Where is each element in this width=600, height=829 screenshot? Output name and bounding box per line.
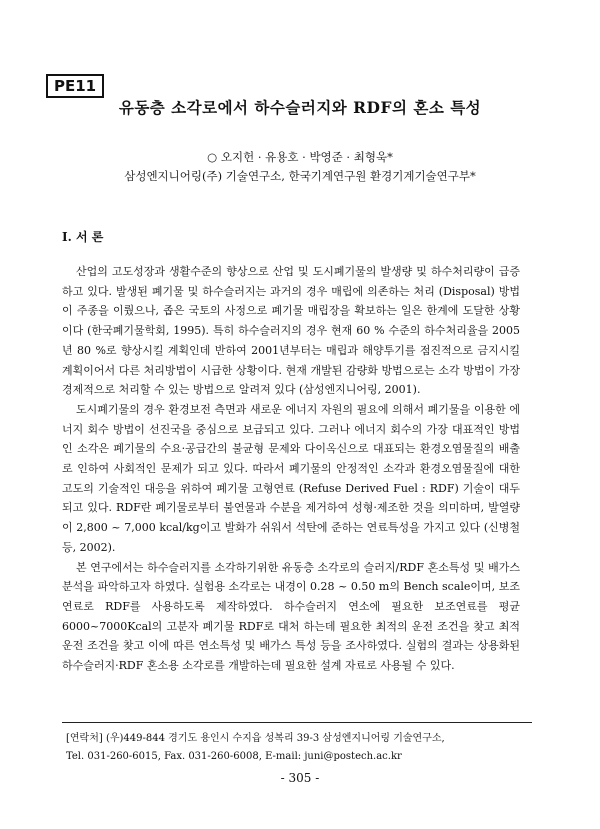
paragraph-2: 도시폐기물의 경우 환경보전 측면과 새로운 에너지 자원의 필요에 의해서 폐기물을 이용한 에너지 회수 방법이 선진국을 중심으로 보급되고 있다. 그러나 에너지 회수의 가장 대표적인 방법인 소각은 폐기물의 수요·공급간의 불균형 문제와 다이옥신으로 대표되는 환경오염물질의 배출로 인하여 사회적인 문제가 되고 있다. 따라서 폐기물의 안정적인 소각과 환경오염물질에 대한 고도의 기술적인 대응을 위하여 폐기물 고형연료 (Refuse Derived Fuel : RDF) 기술이 대두되고 있다. RDF란 폐기물로부터 불연물과 수분을 제거하여 성형·제조한 것을 의미하며, 발열량이 2,800 ~ 7,000 kcal/kg이고 발화가 쉬워서 석탄에 준하는 연료특성을 가지고 있다 (신병철 등, 2002). xyxy=(62,402,520,554)
abstract-code-box: PE11 xyxy=(46,74,104,98)
paragraph-1: 산업의 고도성장과 생활수준의 향상으로 산업 및 도시폐기물의 발생량 및 하수처리량이 급증하고 있다. 발생된 폐기물 및 하수슬러지는 과거의 경우 매립에 의존하는 처리 (Disposal) 방법이 주종을 이뤘으나, 좁은 국토의 사정으로 폐기물 매립장을 확보하는 일은 한계에 도달한 상황이다 (한국폐기물학회, 1995). 특히 하수슬러지의 경우 현재 60 % 수준의 하수처리율을 2005년 80 %로 향상시킬 계획인데 반하여 2001년부터는 매립과 해양투기를 점진적으로 금지시킬 계획이어서 다른 처리방법이 시급한 상황이다. 현재 개발된 감량화 방법으로는 소각 방법이 가장 경제적으로 처리할 수 있는 방법으로 알려져 있다 (삼성엔지니어링, 2001). xyxy=(62,265,520,397)
footnote-rule xyxy=(62,722,532,723)
author-list: ○ 오지헌 · 유용호 · 박영준 · 최형욱* xyxy=(207,150,393,164)
paper-title: 유동층 소각로에서 하수슬러지와 RDF의 혼소 특성 xyxy=(118,98,482,117)
contact-phone-email: Tel. 031-260-6015, Fax. 031-260-6008, E-mail: juni@postech.ac.kr xyxy=(66,751,402,762)
affiliation: 삼성엔지니어링(주) 기술연구소, 한국기계연구원 환경기계기술연구부* xyxy=(124,169,476,183)
page-number: - 305 - xyxy=(280,771,320,785)
contact-footnote xyxy=(66,730,445,766)
paragraph-3: 본 연구에서는 하수슬러지를 소각하기위한 유동층 소각로의 슬러지/RDF 혼소특성 및 배가스 분석을 파악하고자 하였다. 실험용 소각로는 내경이 0.28 ~ 0.50 m의 Bench scale이며, 보조연료로 RDF를 사용하도록 제작하였다. 하수슬러지 연소에 필요한 보조연료를 평균 6000~7000Kcal의 고분자 폐기물 RDF로 대처 하는데 필요한 최적의 운전 조건을 찾고 최적운전 조건을 찾고 이에 따른 연소특성 및 배가스 특성 등을 조사하였다. 실험의 결과는 상용화된 하수슬러지·RDF 혼소용 소각로를 개발하는데 필요한 설계 자료로 사용될 수 있다. xyxy=(62,560,520,673)
contact-address: [연락처] (우)449-844 경기도 용인시 수지읍 성복리 39-3 삼성엔지니어링 기술연구소, xyxy=(66,733,445,744)
body-text xyxy=(62,262,520,676)
section-heading: I. 서 론 xyxy=(62,230,104,244)
